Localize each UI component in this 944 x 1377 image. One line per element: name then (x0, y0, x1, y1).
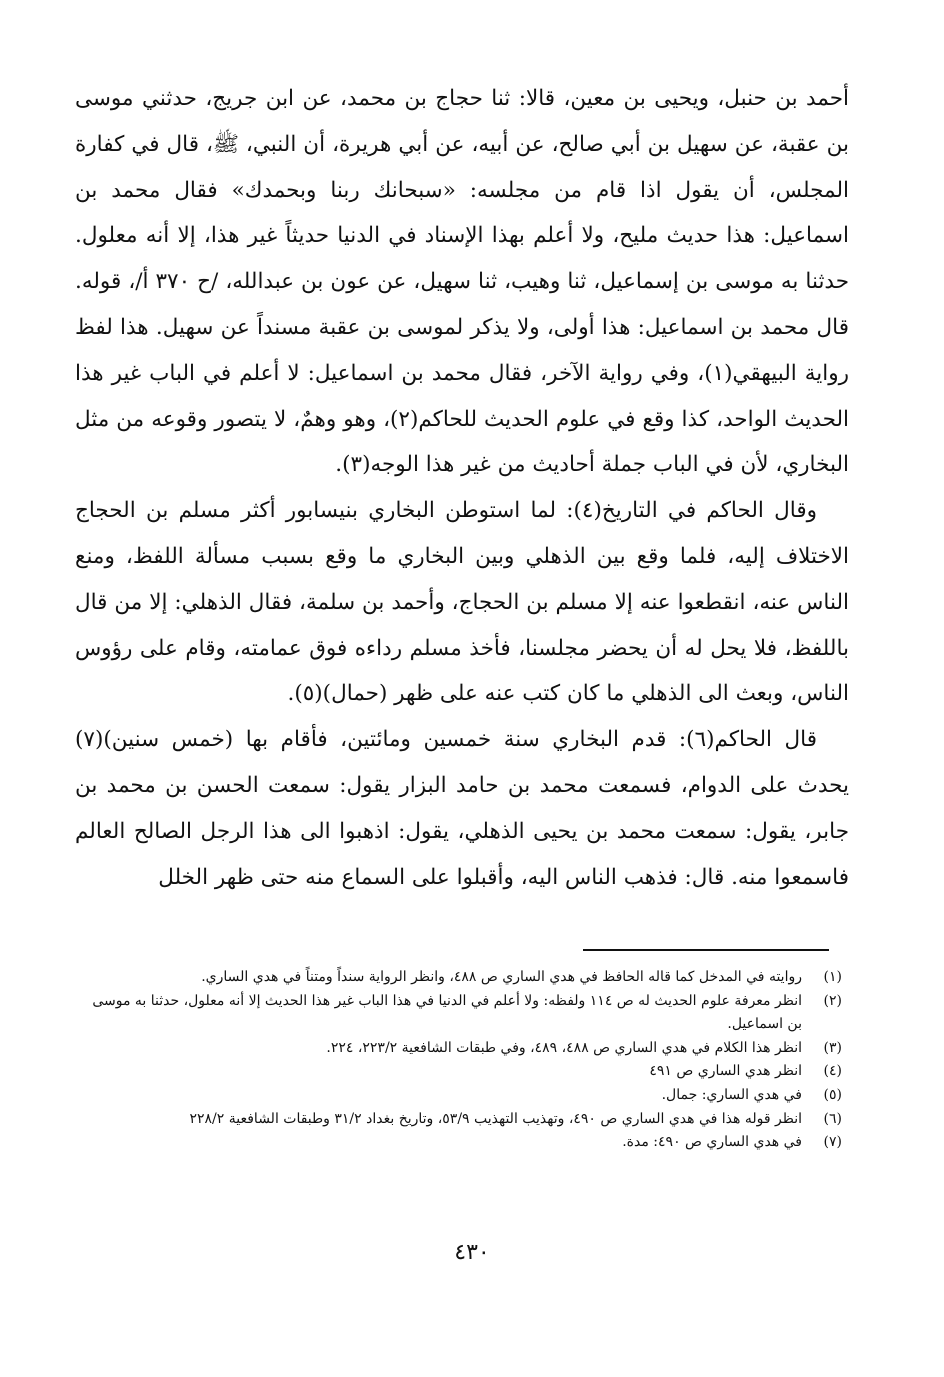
footnote-6 (90, 1108, 842, 1132)
footnote-4 (90, 1060, 842, 1084)
footnote-7 (90, 1131, 842, 1155)
footnote-text: روايته في المدخل كما قاله الحافظ في هدي الساري ص ٤٨٨، وانظر الرواية سنداً ومتناً في هدي الساري. (201, 969, 802, 985)
footnote-number: (١) (823, 969, 842, 985)
paragraph-3: قال الحاكم(٦): قدم البخاري سنة خمسين ومائتين، فأقام بها (خمس سنين)(٧) يحدث على الدوام، فسمعت محمد بن حامد البزار يقول: سمعت الحسن بن محمد بن جابر، يقول: سمعت محمد بن يحيى الذهلي، يقول: اذهبوا الى هذا الرجل الصالح العالم فاسمعوا منه. قال: فذهب الناس اليه، وأقبلوا على السماع منه حتى ظهر الخلل (75, 727, 849, 890)
footnote-5 (90, 1084, 842, 1108)
footnote-text: انظر هذا الكلام في هدي الساري ص ٤٨٨، ٤٨٩، وفي طبقات الشافعية ٢٢٣/٢، ٢٢٤. (326, 1039, 802, 1056)
main-text (75, 76, 849, 900)
footnote-number: (٣) (823, 1039, 842, 1056)
footnote-text: انظر هدي الساري ص ٤٩١ (649, 1063, 802, 1080)
footnote-1 (90, 966, 842, 990)
footnote-text: انظر قوله هذا في هدي الساري ص ٤٩٠، وتهذيب التهذيب ٥٣/٩، وتاريخ بغداد ٣١/٢ وطبقات الشافعية ٢٢٨/٢ (189, 1110, 802, 1127)
footnotes (90, 966, 842, 1155)
page-number: ٤٣٠ (454, 1240, 490, 1265)
footnote-divider (583, 949, 829, 951)
footnote-number: (٥) (823, 1086, 842, 1103)
paragraph-2: وقال الحاكم في التاريخ(٤): لما استوطن البخاري بنيسابور أكثر مسلم بن الحجاج الاختلاف إليه، فلما وقع بين الذهلي وبين البخاري ما وقع بسبب مسألة اللفظ، ومنع الناس عنه، انقطعوا عنه إلا مسلم بن الحجاج، وأحمد بن سلمة، فقال الذهلي: إلا من قال باللفظ، فلا يحل له أن يحضر مجلسنا، فأخذ مسلم رداءه فوق عمامته، وقام على رؤوس الناس، وبعث الى الذهلي ما كان كتب عنه على ظهر (حمال)(٥). (75, 498, 849, 707)
footnote-text: في هدي الساري: جمال. (661, 1086, 802, 1103)
footnote-text: في هدي الساري ص ٤٩٠: مدة. (622, 1134, 802, 1151)
paragraph-1: أحمد بن حنبل، ويحيى بن معين، قالا: ثنا حجاج بن محمد، عن ابن جريج، حدثني موسى بن عقبة، عن سهيل بن أبي صالح، عن أبيه، عن أبي هريرة، أن النبي، ﷺ، قال في كفارة المجلس، أن يقول اذا قام من مجلسه: «سبحانك ربنا وبحمدك» فقال محمد بن اسماعيل: هذا حديث مليح، ولا أعلم بهذا الإسناد في الدنيا حديثاً غير هذا، إلا أنه معلول. حدثنا به موسى بن إسماعيل، ثنا وهيب، ثنا سهيل، عن عون بن عبدالله، /ح ٣٧٠ أ/، قوله. قال محمد بن اسماعيل: هذا أولى، ولا يذكر لموسى بن عقبة مسنداً عن سهيل. هذا لفظ رواية البيهقي(١)، وفي رواية الآخر، فقال محمد بن اسماعيل: لا أعلم في الباب غير هذا الحديث الواحد، كذا وقع في علوم الحديث للحاكم(٢)، وهو وهمٌ، لا يتصور وقوعه من مثل البخاري، لأن في الباب جملة أحاديث من غير هذا الوجه(٣). (75, 86, 850, 478)
footnote-text: انظر معرفة علوم الحديث له ص ١١٤ ولفظه: ولا أعلم في الدنيا في هذا الباب غير هذا الحديث إلا أنه معلول، حدثنا به موسى بن اسماعيل. (92, 992, 802, 1033)
footnote-number: (٦) (823, 1110, 842, 1127)
footnote-number: (٢) (823, 992, 842, 1009)
footnote-number: (٤) (823, 1063, 842, 1080)
footnote-3 (90, 1037, 842, 1061)
footnote-number: (٧) (823, 1134, 842, 1151)
footnote-2 (90, 990, 842, 1037)
